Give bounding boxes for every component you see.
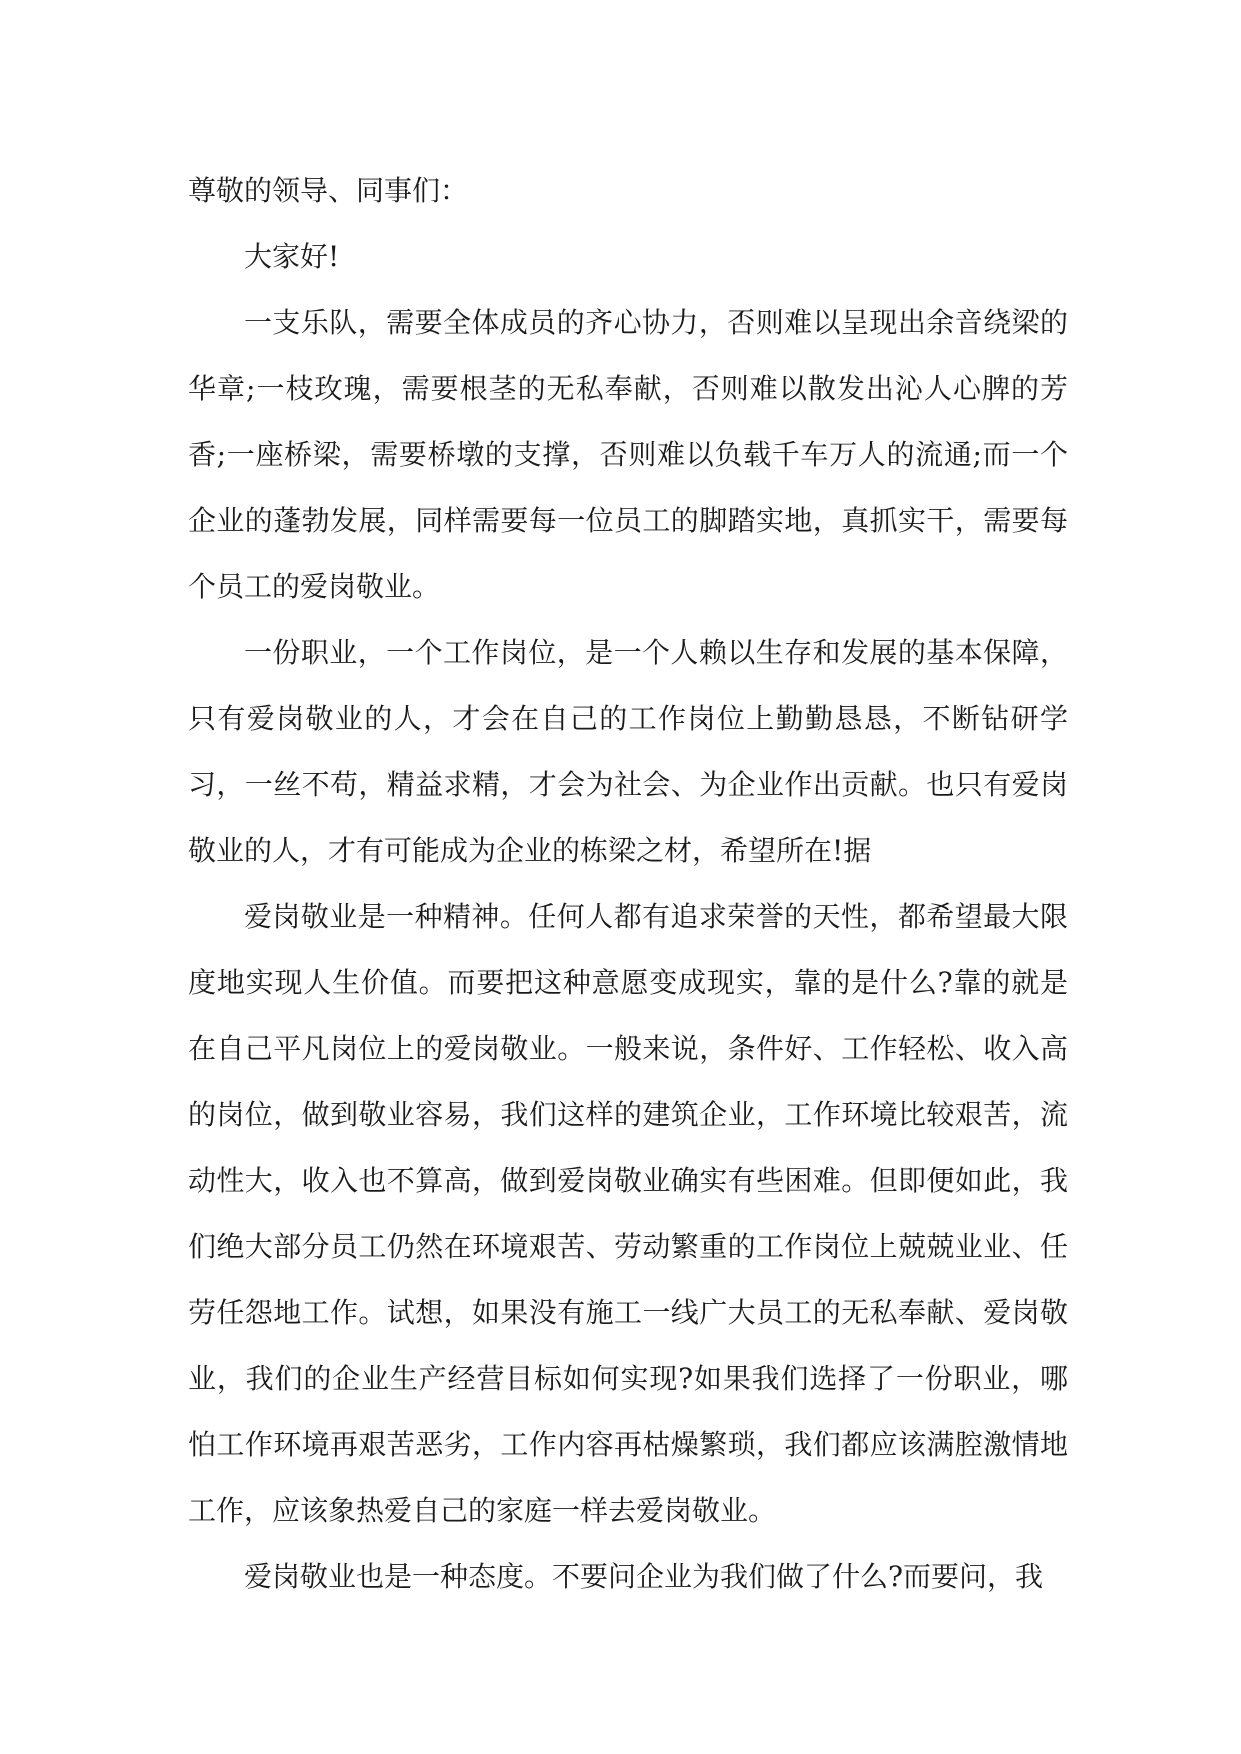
paragraph-dedication-attitude: 爱岗敬业也是一种态度。不要问企业为我们做了什么?而要问，我 xyxy=(244,1560,1044,1593)
greeting: 大家好! xyxy=(244,240,340,273)
paragraph-job-foundation: 一份职业，一个工作岗位，是一个人赖以生存和发展的基本保障，只有爱岗敬业的人，才会在自己的工作岗位上勤勤恳恳，不断钻研学习，一丝不苟，精益求精，才会为社会、为企业作出贡献。也只有爱岗敬业的人，才有可能成为企业的栋梁之材，希望所在!据 xyxy=(188,636,1068,867)
paragraph-dedication-spirit: 爱岗敬业是一种精神。任何人都有追求荣誉的天性，都希望最大限度地实现人生价值。而要把这种意愿变成现实，靠的是什么?靠的就是在自己平凡岗位上的爱岗敬业。一般来说，条件好、工作轻松、收入高的岗位，做到敬业容易，我们这样的建筑企业，工作环境比较艰苦，流动性大，收入也不算高，做到爱岗敬业确实有些困难。但即便如此，我们绝大部分员工仍然在环境艰苦、劳动繁重的工作岗位上兢兢业业、任劳任怨地工作。试想，如果没有施工一线广大员工的无私奉献、爱岗敬业，我们的企业生产经营目标如何实现?如果我们选择了一份职业，哪怕工作环境再艰苦恶劣，工作内容再枯燥繁琐，我们都应该满腔激情地工作，应该象热爱自己的家庭一样去爱岗敬业。 xyxy=(188,900,1068,1527)
paragraph-band-analogy: 一支乐队，需要全体成员的齐心协力，否则难以呈现出余音绕梁的华章;一枝玫瑰，需要根茎的无私奉献，否则难以散发出沁人心脾的芳香;一座桥梁，需要桥墩的支撑，否则难以负载千车万人的流通;而一个企业的蓬勃发展，同样需要每一位员工的脚踏实地，真抓实干，需要每个员工的爱岗敬业。 xyxy=(188,306,1068,603)
salutation: 尊敬的领导、同事们： xyxy=(188,174,469,207)
document-body xyxy=(188,158,1068,1610)
